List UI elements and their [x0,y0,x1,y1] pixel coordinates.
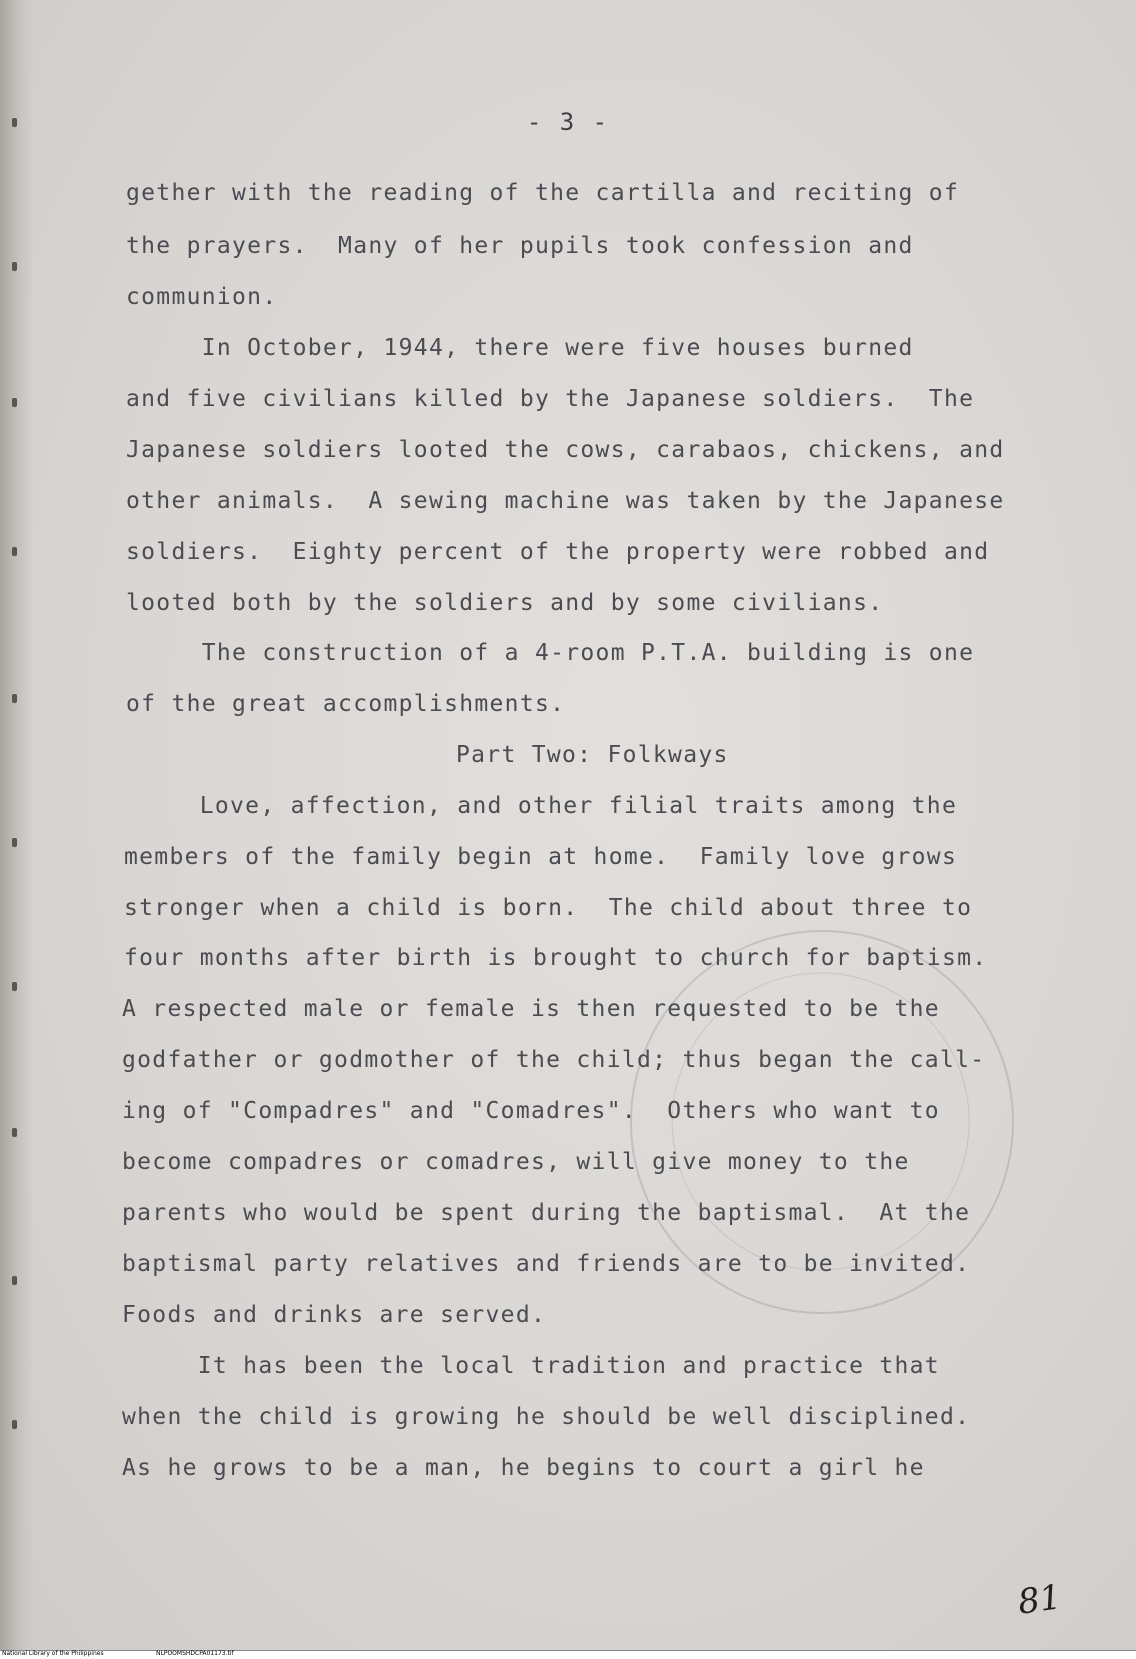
text-line: other animals. A sewing machine was taken by the Japanese [126,488,1005,514]
binding-hole [12,982,17,991]
footer-library-label: National Library of the Philippines [2,1650,104,1657]
footer-file-id: NLPOOMSHDCPA01173.tif [156,1650,234,1657]
binding-edge [0,0,34,1650]
text-line: stronger when a child is born. The child about three to [124,895,973,921]
text-line: godfather or godmother of the child; thus began the call- [122,1047,986,1073]
text-line: A respected male or female is then requested to be the [122,996,940,1022]
text-line: looted both by the soldiers and by some civilians. [126,590,884,616]
page-number: - 3 - [526,108,610,136]
text-line: Japanese soldiers looted the cows, carabaos, chickens, and [126,437,1005,463]
text-line: It has been the local tradition and practice that [122,1353,940,1379]
text-line: soldiers. Eighty percent of the property were robbed and [126,539,990,565]
binding-hole [12,1128,17,1137]
text-line: become compadres or comadres, will give money to the [122,1149,910,1175]
binding-hole [12,838,17,847]
text-line: when the child is growing he should be well disciplined. [122,1404,971,1430]
binding-hole [12,547,17,556]
binding-hole [12,398,17,407]
text-line: four months after birth is brought to church for baptism. [124,945,988,971]
text-line: baptismal party relatives and friends are to be invited. [122,1251,971,1277]
text-line: ing of "Compadres" and "Comadres". Others who want to [122,1098,940,1124]
text-line: communion. [126,284,278,310]
text-line: The construction of a 4-room P.T.A. building is one [126,640,975,666]
binding-hole [12,694,17,703]
text-line: gether with the reading of the cartilla and reciting of [126,180,960,206]
text-line: Foods and drinks are served. [122,1302,547,1328]
binding-hole [12,1420,17,1429]
text-line: In October, 1944, there were five houses burned [126,335,914,361]
text-line: Love, affection, and other filial traits among the [124,793,958,819]
binding-hole [12,262,17,271]
binding-hole [12,1276,17,1285]
text-line: members of the family begin at home. Family love grows [124,844,958,870]
text-line: and five civilians killed by the Japanese soldiers. The [126,386,975,412]
text-line: parents who would be spent during the baptismal. At the [122,1200,971,1226]
section-heading: Part Two: Folkways [456,742,729,768]
handwritten-page-note: 81 [1015,1577,1064,1623]
text-line: As he grows to be a man, he begins to court a girl he [122,1455,925,1481]
text-line: of the great accomplishments. [126,691,566,717]
text-line: the prayers. Many of her pupils took confession and [126,233,914,259]
